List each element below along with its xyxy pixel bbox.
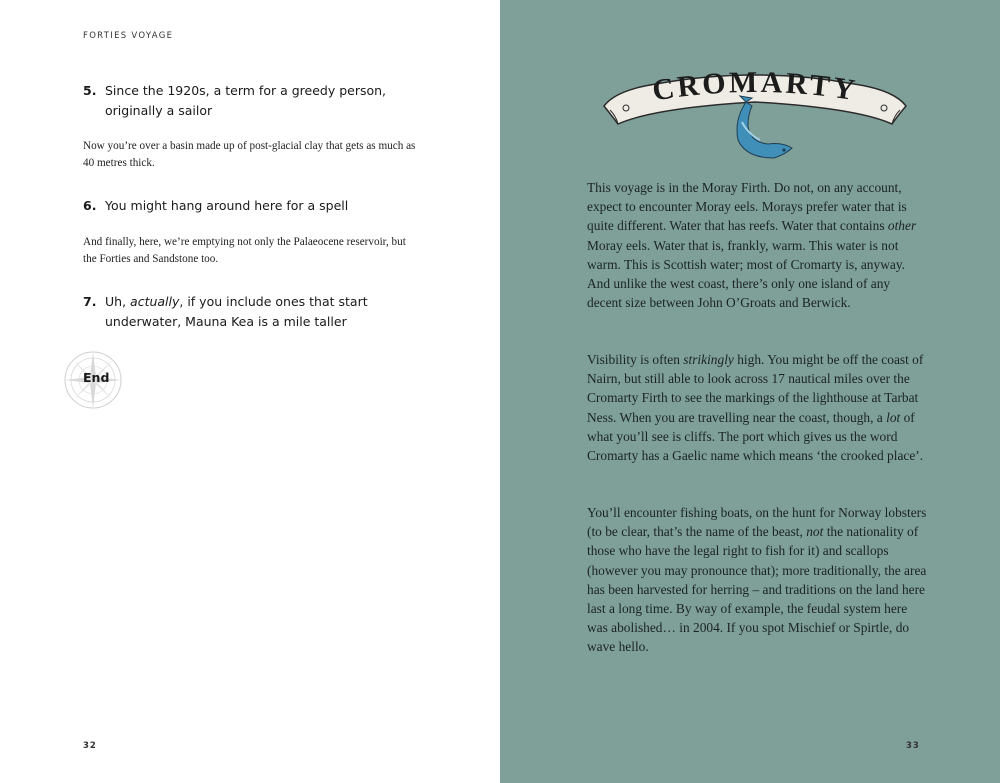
right-page: [500, 0, 1000, 783]
body-paragraph-3: You’ll encounter fishing boats, on the hunt for Norway lobsters (to be clear, that’s the name of the beast, not the nationality of those who have the legal right to fish for it) and scallops (however you may pronounce that); more traditionally, the area has been harvested for herring – and traditions on the land here last a long time. By way of example, the feudal system here was abolished… in 2004. If you spot Mischief or Spirtle, do wave hello.: [587, 505, 927, 655]
question-number: 6.: [83, 198, 97, 213]
paragraph: Now you’re over a basin made up of post-glacial clay that gets as much as 40 metres thick.: [83, 140, 416, 169]
banner-title-text: CROMARTY: [650, 65, 860, 108]
cromarty-banner: [596, 62, 914, 172]
body-paragraph-1: This voyage is in the Moray Firth. Do not, on any account, expect to encounter Moray eels. Morays prefer water that is quite different. Water that has reefs. Water that contains other Moray eels. Water that is, frankly, warm. This water is not warm. This is Scottish water; most of Cromarty is, anyway. And unlike the west coast, there’s only one island of any decent size between John O’Groats and Berwick.: [587, 180, 917, 311]
question-text: Uh, actually, if you include ones that start underwater, Mauna Kea is a mile taller: [105, 294, 368, 329]
body-paragraph-2: Visibility is often strikingly high. You might be off the coast of Nairn, but still able to look across 17 nautical miles over the Cromarty Firth to see the markings of the lighthouse at Tarbat Ness. When you are travelling near the coast, though, a lot of what you’ll see is cliffs. The port which gives us the word Cromarty has a Gaelic name which means ‘the crooked place’.: [587, 352, 924, 464]
question-text: Since the 1920s, a term for a greedy person, originally a sailor: [105, 83, 387, 118]
question-text: You might hang around here for a spell: [105, 198, 349, 213]
paragraph: And finally, here, we’re emptying not only the Palaeocene reservoir, but the Forties and Sandstone too.: [83, 236, 406, 265]
question-number: 7.: [83, 294, 97, 309]
question-5: [83, 81, 413, 121]
page-number-left: 32: [83, 741, 97, 751]
question-7: [83, 292, 413, 332]
page-number-right: 33: [906, 741, 920, 751]
banner-title: [596, 62, 914, 172]
svg-text:CROMARTY: [650, 66, 860, 108]
question-number: 5.: [83, 83, 97, 98]
running-head: FORTIES VOYAGE: [83, 31, 174, 41]
end-label: End: [83, 370, 110, 385]
question-6: [83, 196, 413, 216]
